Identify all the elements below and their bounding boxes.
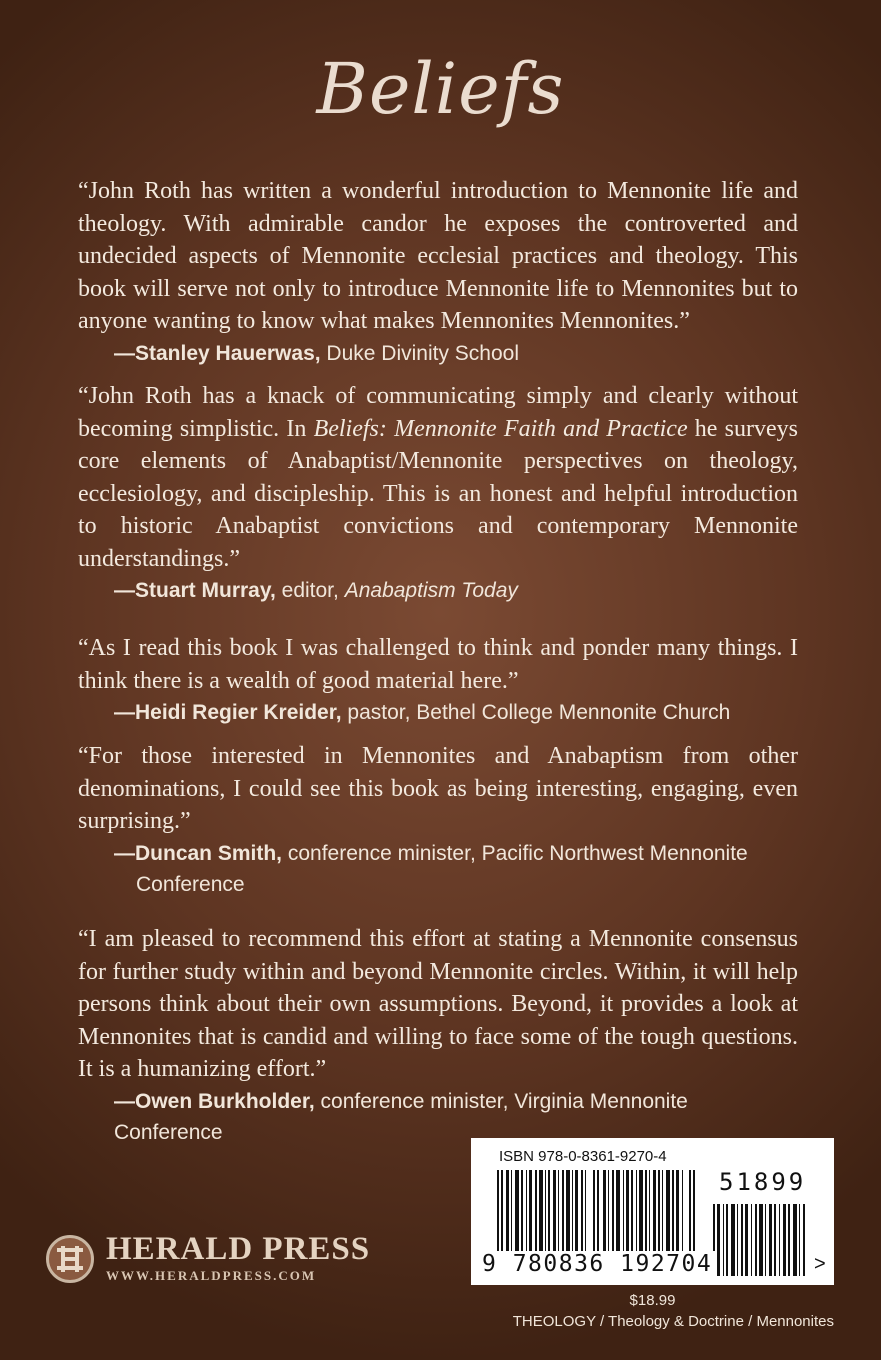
publisher-name: HERALD PRESS (106, 1231, 371, 1267)
endorser-name: —Heidi Regier Kreider, (114, 701, 342, 724)
endorser-name: —Owen Burkholder, (114, 1089, 315, 1113)
endorser-role: Duke Divinity School (320, 341, 520, 365)
book-title-italic: Beliefs: Mennonite Faith and Practice (313, 415, 688, 442)
quote-text-part: he surveys core elements of Anabaptist/Mennonite perspectives on theology, ecclesiology, and discipleship. This is an honest and helpful introduction to historic Anabaptist convictions and contemporary Mennonite understandings.” (78, 415, 798, 572)
quote-attribution (78, 697, 798, 728)
quote-text: “As I read this book I was challenged to think and ponder many things. I think there is a wealth of good material here.” (78, 635, 798, 694)
endorser-role: conference minister, Pacific Northwest Mennonite (282, 841, 748, 865)
quote-text (78, 380, 798, 575)
endorsement-quote (78, 923, 798, 1148)
isbn-label: ISBN 978-0-8361-9270-4 (499, 1148, 667, 1165)
endorser-publication: Anabaptism Today (344, 579, 518, 602)
publisher-logo (46, 1233, 370, 1284)
quote-text: “I am pleased to recommend this effort at stating a Mennonite consensus for further study within and beyond Mennonite circles. Within, it will help persons think about their own assumptions. Beyond, it provides a look at Mennonites that is candid and willing to face some of the tough questions. It is a humanizing effort.” (78, 926, 798, 1082)
endorser-role: pastor, Bethel College Mennonite Church (341, 701, 731, 724)
endorsement-quote (78, 380, 798, 606)
endorser-name: —Stanley Hauerwas, (114, 341, 321, 365)
barcode-addon-digits: 51899 (719, 1168, 807, 1196)
quote-text-part: “John Roth has a knack of communicating simply and clearly without becoming simplistic. In (78, 383, 798, 442)
book-title: Beliefs (316, 48, 565, 130)
endorsement-quote (78, 740, 798, 900)
barcode-arrow: > (814, 1253, 826, 1275)
price: $18.99 (629, 1292, 676, 1309)
endorser-role-continued: Conference (136, 872, 245, 896)
publisher-url: WWW.HERALDPRESS.COM (106, 1268, 317, 1283)
main-barcode-bars (497, 1170, 702, 1262)
quote-text: “John Roth has written a wonderful introduction to Mennonite life and theology. With admirable candor he exposes the controverted and undecided aspects of Mennonite ecclesial practices and theology. This book will serve not only to introduce Mennonite life to Mennonites but to anyone wanting to know what makes Mennonites Mennonites.” (78, 178, 798, 334)
bisac-category: THEOLOGY / Theology & Doctrine / Mennonites (512, 1313, 834, 1330)
endorsement-quote (78, 175, 798, 369)
endorsement-quote (78, 632, 798, 728)
endorser-name: —Stuart Murray, (114, 579, 276, 602)
quote-text: “For those interested in Mennonites and Anabaptism from other denominations, I could see this book as being interesting, engaging, even surprising.” (78, 743, 798, 834)
quote-attribution (78, 838, 798, 900)
endorser-role: editor, (275, 579, 345, 602)
herald-seal-icon (46, 1235, 94, 1283)
addon-barcode-bars (713, 1204, 813, 1276)
quote-attribution (78, 338, 798, 369)
quote-attribution (78, 575, 798, 606)
barcode-digits: 9 780836 192704 (479, 1251, 715, 1277)
isbn-barcode (471, 1138, 834, 1285)
endorser-role: conference minister, Virginia Mennonite Conference (114, 1089, 688, 1144)
endorser-name: —Duncan Smith, (114, 841, 283, 865)
